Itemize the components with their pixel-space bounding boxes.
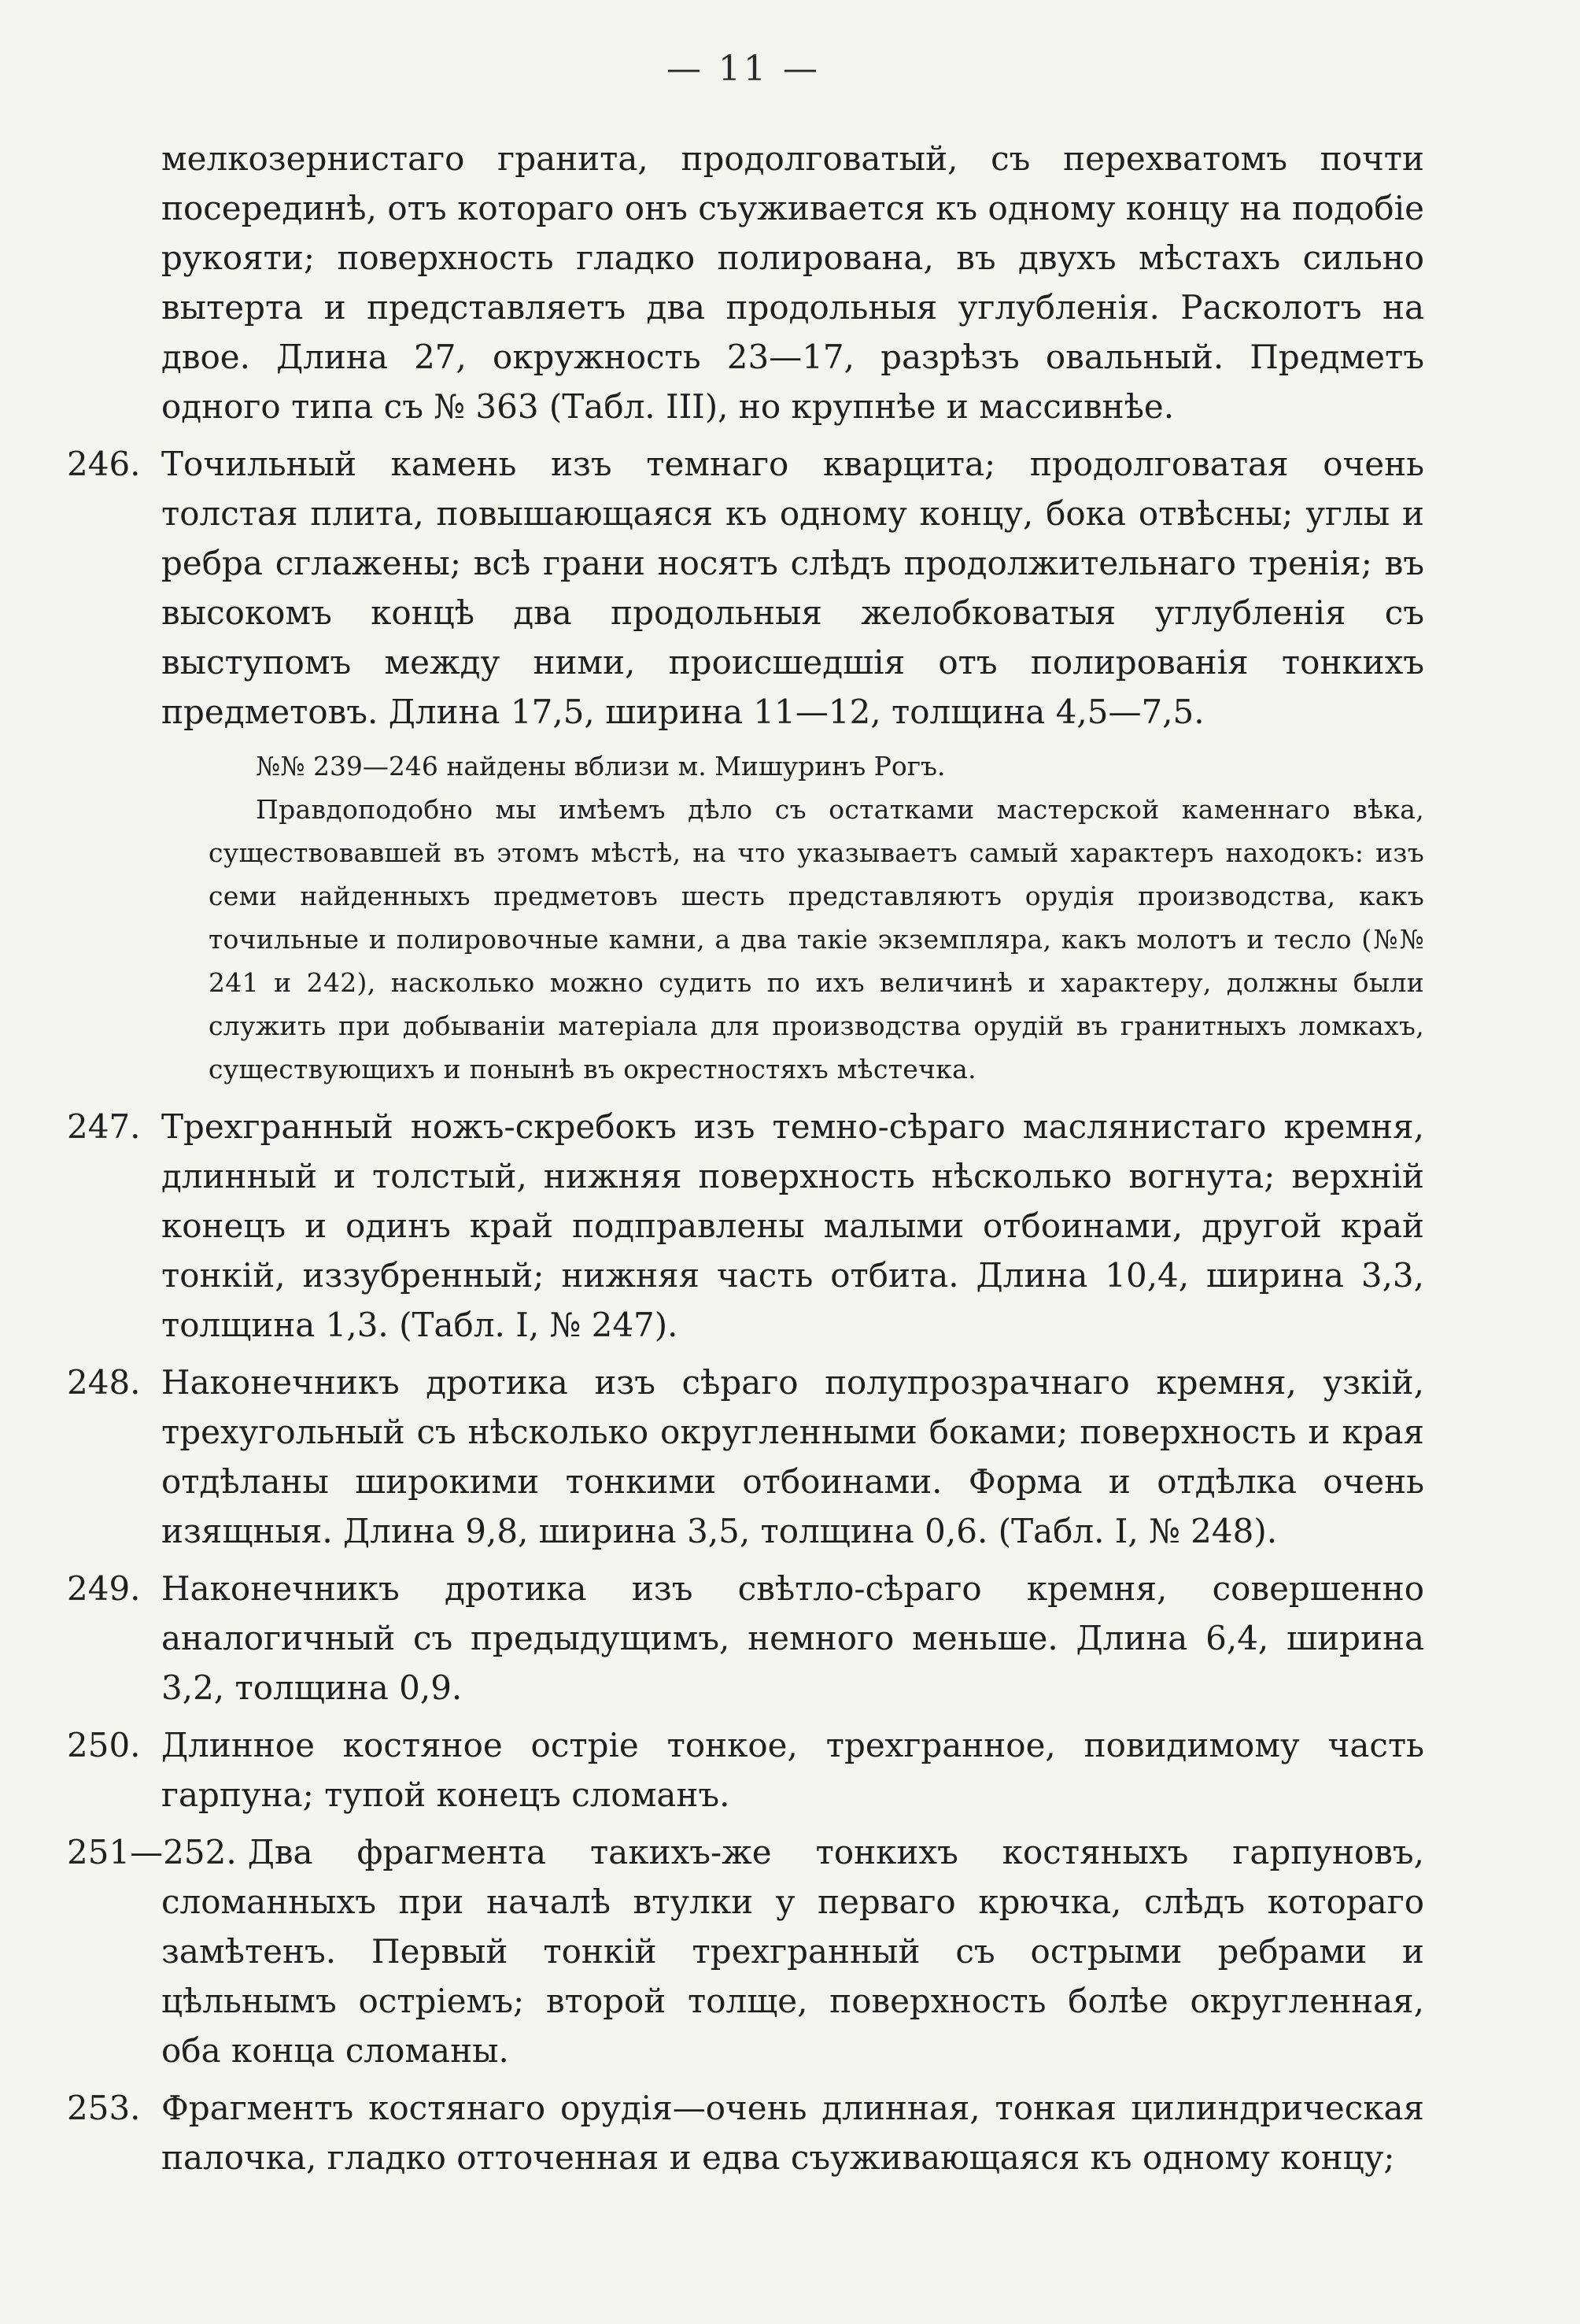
site-note [161, 744, 1424, 1091]
entry-text: Фрагментъ костянаго орудія—очень длинная, тонкая цилиндрическая палочка, гладко отточенная и едва съуживающаяся къ одному концу; [161, 2089, 1424, 2177]
entry-text: Длинное костяное остріе тонкое, трехгранное, повидимому часть гарпуна; тупой конецъ сломанъ. [161, 1726, 1424, 1814]
catalog-entry-250 [67, 1720, 1424, 1820]
entry-number: 246. [67, 445, 141, 483]
page-number: — 11 — [666, 49, 821, 89]
continued-paragraph: мелкозернистаго гранита, продолговатый, съ перехватомъ почти посерединѣ, отъ котораго онъ съуживается къ одному концу на подобіе рукояти; поверхность гладко полирована, въ двухъ мѣстахъ сильно вытерта и представляетъ два продольныя углубленія. Расколотъ на двое. Длина 27, окружность 23—17, разрѣзъ овальный. Предметъ одного типа съ № 363 (Табл. III), но крупнѣе и массивнѣе. [161, 139, 1424, 426]
entry-text: Точильный камень изъ темнаго кварцита; продолговатая очень толстая плита, повышающаяся къ одному концу, бока отвѣсны; углы и ребра сглажены; всѣ грани носятъ слѣдъ продолжительнаго тренія; въ высокомъ концѣ два продольныя желобковатыя углубленія съ выступомъ между ними, происшедшія отъ полированія тонкихъ предметовъ. Длина 17,5, ширина 11—12, толщина 4,5—7,5. [161, 445, 1424, 731]
catalog-entry-253 [67, 2083, 1424, 2182]
entry-text: Наконечникъ дротика изъ сѣраго полупрозрачнаго кремня, узкій, трехугольный съ нѣсколько округленными боками; поверхность и края отдѣланы широкими тонкими отбоинами. Форма и отдѣлка очень изящныя. Длина 9,8, ширина 3,5, толщина 0,6. (Табл. I, № 248). [161, 1363, 1424, 1550]
entry-number: 249. [67, 1569, 141, 1608]
entry-text: Два фрагмента такихъ-же тонкихъ костяныхъ гарпуновъ, сломанныхъ при началѣ втулки у перваго крючка, слѣдъ котораго замѣтенъ. Первый тонкій трехгранный съ острыми ребрами и цѣльнымъ остріемъ; второй толще, поверхность болѣе округленная, оба конца сломаны. [161, 1833, 1424, 2070]
entry-number: 250. [67, 1726, 141, 1764]
entry-number: 248. [67, 1363, 141, 1402]
page-content [67, 134, 1424, 2190]
note-heading: №№ 239—246 найдены вблизи м. Мишуринъ Рогъ. [256, 751, 946, 781]
catalog-entry-248 [67, 1358, 1424, 1556]
entry-text: Трехгранный ножъ-скребокъ изъ темно-сѣраго маслянистаго кремня, длинный и толстый, нижняя поверхность нѣсколько вогнута; верхній конецъ и одинъ край подправлены малыми отбоинами, другой край тонкій, иззубренный; нижняя часть отбита. Длина 10,4, ширина 3,3, толщина 1,3. (Табл. I, № 247). [161, 1107, 1424, 1344]
catalog-entry-251-252 [67, 1827, 1424, 2075]
entry-number: 247. [67, 1107, 141, 1146]
entry-number: 253. [67, 2089, 141, 2127]
catalog-entry-247 [67, 1102, 1424, 1350]
catalog-entry-249 [67, 1564, 1424, 1713]
entry-text: Наконечникъ дротика изъ свѣтло-сѣраго кремня, совершенно аналогичный съ предыдущимъ, немного меньше. Длина 6,4, ширина 3,2, толщина 0,9. [161, 1569, 1424, 1707]
note-body: Правдоподобно мы имѣемъ дѣло съ остатками мастерской каменнаго вѣка, существовавшей въ этомъ мѣстѣ, на что указываетъ самый характеръ находокъ: изъ семи найденныхъ предметовъ шесть представляютъ орудія производства, какъ точильные и полировочные камни, а два такіе экземпляра, какъ молотъ и тесло (№№ 241 и 242), насколько можно судить по ихъ величинѣ и характеру, должны были служить при добываніи матеріала для производства орудій въ гранитныхъ ломкахъ, существующихъ и понынѣ въ окрестностяхъ мѣстечка. [209, 794, 1424, 1084]
entry-number-inline: 251—252. [67, 1833, 237, 1871]
catalog-entry-246 [67, 439, 1424, 737]
